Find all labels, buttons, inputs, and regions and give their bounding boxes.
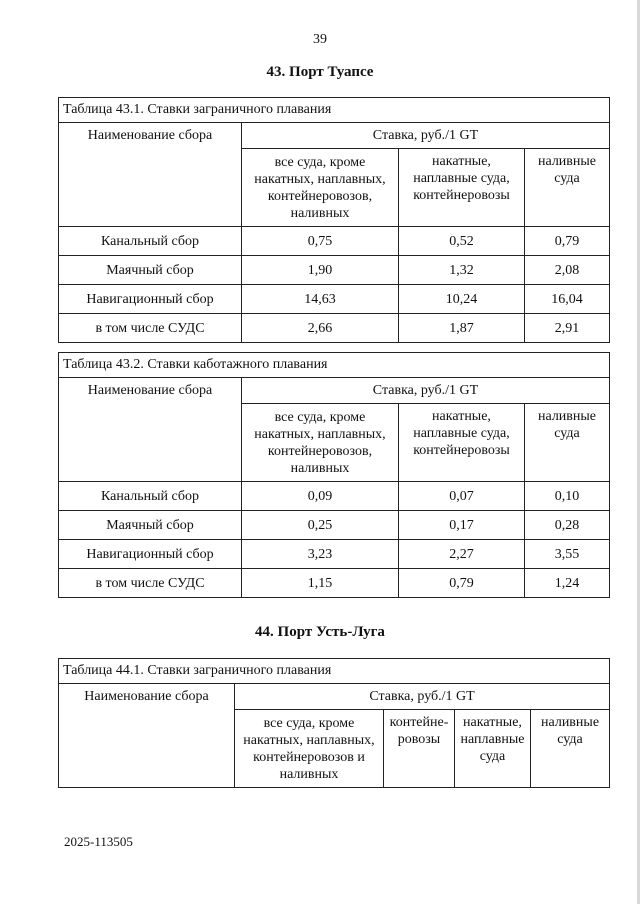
- rate-value: 10,24: [399, 285, 525, 314]
- rate-value: 0,79: [399, 569, 525, 598]
- rate-value: 2,08: [525, 256, 610, 285]
- rate-value: 2,91: [525, 314, 610, 343]
- fee-name: Навигационный сбор: [59, 285, 242, 314]
- section-title-tuapse: 43. Порт Туапсе: [266, 64, 374, 80]
- table-row: [59, 540, 610, 569]
- fee-name: в том числе СУДС: [59, 314, 242, 343]
- category-tankers: наливные суда: [531, 710, 610, 788]
- rate-value: 1,15: [242, 569, 399, 598]
- category-roro: накатные, наплавные суда: [455, 710, 531, 788]
- table-row: [59, 285, 610, 314]
- rate-value: 0,28: [525, 511, 610, 540]
- rate-value: 1,87: [399, 314, 525, 343]
- category-tankers: наливные суда: [525, 404, 610, 482]
- category-all-vessels: все суда, кроме накатных, наплавных, контейнеровозов и наливных: [235, 710, 384, 788]
- header-fee-name: Наименование сбора: [59, 378, 242, 482]
- rate-value: 0,79: [525, 227, 610, 256]
- category-tankers: наливные суда: [525, 149, 610, 227]
- fee-name: Канальный сбор: [59, 482, 242, 511]
- page-number: 39: [313, 32, 327, 47]
- rates-table-43-2: [58, 352, 610, 598]
- header-rate: Ставка, руб./1 GT: [242, 123, 610, 149]
- table-caption: Таблица 43.1. Ставки заграничного плавания: [59, 98, 610, 123]
- rate-value: 1,90: [242, 256, 399, 285]
- table-row: [59, 569, 610, 598]
- rate-value: 2,66: [242, 314, 399, 343]
- header-fee-name: Наименование сбора: [59, 123, 242, 227]
- rate-value: 0,25: [242, 511, 399, 540]
- table-row: [59, 314, 610, 343]
- table-row: [59, 482, 610, 511]
- fee-name: в том числе СУДС: [59, 569, 242, 598]
- table-row: [59, 511, 610, 540]
- header-rate: Ставка, руб./1 GT: [242, 378, 610, 404]
- table-caption: Таблица 44.1. Ставки заграничного плавания: [59, 659, 610, 684]
- rate-value: 0,75: [242, 227, 399, 256]
- rates-table-44-1: [58, 658, 610, 788]
- section-title-ust-luga: 44. Порт Усть-Луга: [255, 624, 385, 640]
- category-all-vessels: все суда, кроме накатных, наплавных, контейнеровозов, наливных: [242, 149, 399, 227]
- table-caption: Таблица 43.2. Ставки каботажного плавания: [59, 353, 610, 378]
- rate-value: 0,52: [399, 227, 525, 256]
- rate-value: 0,09: [242, 482, 399, 511]
- category-container: контейне-ровозы: [384, 710, 455, 788]
- rate-value: 2,27: [399, 540, 525, 569]
- category-roro-container: накатные, наплавные суда, контейнеровозы: [399, 149, 525, 227]
- rate-value: 1,24: [525, 569, 610, 598]
- table-row: [59, 256, 610, 285]
- category-roro-container: накатные, наплавные суда, контейнеровозы: [399, 404, 525, 482]
- header-rate: Ставка, руб./1 GT: [235, 684, 610, 710]
- fee-name: Навигационный сбор: [59, 540, 242, 569]
- rate-value: 14,63: [242, 285, 399, 314]
- rate-value: 3,23: [242, 540, 399, 569]
- table-row: [59, 227, 610, 256]
- fee-name: Маячный сбор: [59, 256, 242, 285]
- header-fee-name: Наименование сбора: [59, 684, 235, 788]
- rate-value: 0,17: [399, 511, 525, 540]
- rate-value: 0,07: [399, 482, 525, 511]
- rate-value: 3,55: [525, 540, 610, 569]
- document-number: 2025-113505: [64, 834, 133, 849]
- rate-value: 0,10: [525, 482, 610, 511]
- fee-name: Маячный сбор: [59, 511, 242, 540]
- category-all-vessels: все суда, кроме накатных, наплавных, контейнеровозов, наливных: [242, 404, 399, 482]
- rate-value: 1,32: [399, 256, 525, 285]
- fee-name: Канальный сбор: [59, 227, 242, 256]
- rates-table-43-1: [58, 97, 610, 343]
- rate-value: 16,04: [525, 285, 610, 314]
